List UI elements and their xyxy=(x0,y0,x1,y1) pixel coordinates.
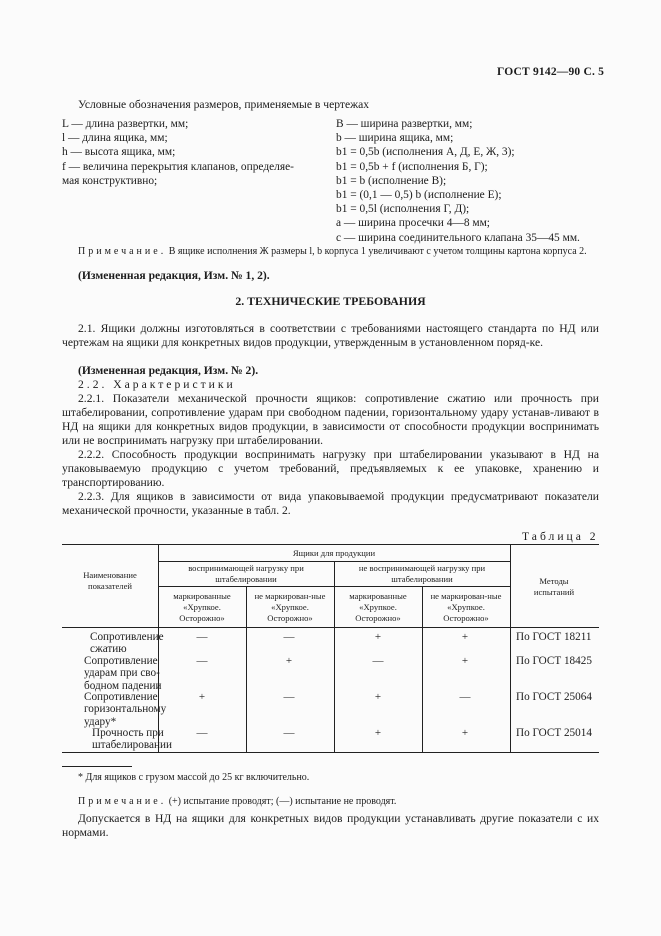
paragraph-2-2-2: 2.2.2. Способность продукции воспринимать нагрузку при штабелировании указывают в НД на упаковываемую продукцию с учетом требований, предъявляемых к ее упаковке, хранению и транспортированию. xyxy=(62,448,599,489)
table-rule xyxy=(422,586,423,752)
revision-note-1: (Измененная редакция, Изм. № 1, 2). xyxy=(78,269,270,282)
table-cell-value: — xyxy=(283,727,295,739)
paragraph-2-2-3: 2.2.3. Для ящиков в зависимости от вида упаковываемой продукции предусматривают показатели механической прочности, указанные в табл. 2. xyxy=(62,490,599,517)
note-label: Примечание. xyxy=(78,796,167,807)
table-cell-value: — xyxy=(196,727,208,739)
table-row-name: Сопротивление сжатию xyxy=(90,631,164,656)
table-header-bottom xyxy=(62,627,599,628)
definition-line: b1 = 0,5l (исполнения Г, Д); xyxy=(336,203,470,216)
table-cell-method: По ГОСТ 18211 xyxy=(516,631,592,643)
table-cell-value: + xyxy=(461,655,469,667)
column-header-methods: Методы испытаний xyxy=(533,576,575,597)
table-cell-value: + xyxy=(198,691,206,703)
table-row-name: Прочность при штабелировании xyxy=(92,727,172,752)
table-cell-value: + xyxy=(461,631,469,643)
definition-line: B — ширина развертки, мм; xyxy=(336,118,473,130)
definition-line: l — длина ящика, мм; xyxy=(62,132,168,145)
note-text: В ящике исполнения Ж размеры l, b корпуса 1 увеличивают с учетом толщины картона корпуса 2. xyxy=(166,246,587,257)
table-cell-value: — xyxy=(283,691,295,703)
subheader-accepting-load: воспринимающей нагрузку при штабелировании xyxy=(188,563,304,584)
table-cell-method: По ГОСТ 25064 xyxy=(516,691,592,703)
right-definitions xyxy=(336,117,580,245)
definition-line: b — ширина ящика, мм; xyxy=(336,132,454,145)
group-header: Ящики для продукции xyxy=(292,548,376,558)
final-paragraph: Допускается в НД на ящики для конкретных видов продукции устанавливать другие показатели с их нормами. xyxy=(62,812,599,839)
table-cell-value: + xyxy=(285,655,293,667)
note-label: Примечание. xyxy=(78,246,167,257)
table-row-name: Сопротивление горизонтальному удару* xyxy=(84,691,167,728)
table-cell-value: + xyxy=(461,727,469,739)
definition-line: b1 = 0,5b (исполнения А, Д, Е, Ж, 3); xyxy=(336,146,515,159)
paragraph-2-2-1: 2.2.1. Показатели механической прочности ящиков: сопротивление сжатию или прочность при штабелировании, сопротивление ударам при свободном падении, горизонтальному удару устанав-ливают в НД на ящики для конкретных видов продукции, в зависимости от способности продукции воспринимать или не воспринимать нагрузку при штабелировании. xyxy=(62,392,599,447)
column-header-unmarked: не маркирован-ные «Хрупкое. Осторожно» xyxy=(254,591,326,623)
note-1 xyxy=(62,246,599,259)
table-rule xyxy=(510,544,511,752)
table-cell-value: — xyxy=(196,655,208,667)
definition-line: c — ширина соединительного клапана 35—45 мм. xyxy=(336,231,580,244)
paragraph-2-1: 2.1. Ящики должны изготовляться в соответствии с требованиями настоящего стандарта по НД или чертежам на ящики для конкретных видов продукции, утвержденным в установленном поряд-ке. xyxy=(62,322,599,349)
table-cell-value: + xyxy=(374,727,382,739)
column-header-marked: маркированные «Хрупкое. Осторожно» xyxy=(349,591,407,623)
definition-line: b1 = b (исполнение В); xyxy=(336,174,447,187)
table-cell-value: — xyxy=(196,631,208,643)
section-title: 2. ТЕХНИЧЕСКИЕ ТРЕБОВАНИЯ xyxy=(235,294,426,308)
definition-line: мая конструктивно; xyxy=(62,174,158,187)
column-header-marked: маркированные «Хрупкое. Осторожно» xyxy=(173,591,231,623)
note-text: (+) испытание проводят; (—) испытание не проводят. xyxy=(166,796,397,807)
column-header-indicator: Наименование показателей xyxy=(83,570,137,591)
note-2 xyxy=(78,796,396,809)
footnote: * Для ящиков с грузом массой до 25 кг включительно. xyxy=(78,772,310,783)
table-row-name: Сопротивление ударам при сво- бодном падении xyxy=(84,655,162,692)
table-label: Таблица 2 xyxy=(522,530,599,543)
definition-line: L — длина развертки, мм; xyxy=(62,118,189,130)
definition-line: f — величина перекрытия клапанов, определяе- xyxy=(62,160,294,173)
definition-line: a — ширина просечки 4—8 мм; xyxy=(336,217,490,230)
table-rule xyxy=(334,561,335,752)
table-rule xyxy=(246,586,247,752)
paragraph-2-2: 2.2. Характеристики xyxy=(78,378,236,391)
revision-note-2: (Измененная редакция, Изм. № 2). xyxy=(78,364,259,377)
table-border-top xyxy=(62,544,599,545)
column-header-unmarked: не маркирован-ные «Хрупкое. Осторожно» xyxy=(430,591,502,623)
left-definitions xyxy=(62,117,294,188)
table-border-bottom xyxy=(62,752,599,753)
table-cell-value: — xyxy=(372,655,384,667)
footnote-rule xyxy=(62,766,132,767)
definition-line: h — высота ящика, мм; xyxy=(62,146,176,159)
legend-title: Условные обозначения размеров, применяемые в чертежах xyxy=(78,98,370,111)
table-cell-value: — xyxy=(283,631,295,643)
table-cell-value: — xyxy=(459,691,471,703)
definition-line: b1 = 0,5b + f (исполнения Б, Г); xyxy=(336,160,488,173)
table-cell-method: По ГОСТ 18425 xyxy=(516,655,592,667)
subheader-not-accepting-load: не воспринимающей нагрузку при штабелировании xyxy=(358,563,486,584)
table-cell-value: + xyxy=(374,691,382,703)
table-cell-value: + xyxy=(374,631,382,643)
table-cell-method: По ГОСТ 25014 xyxy=(516,727,592,739)
page-header: ГОСТ 9142—90 С. 5 xyxy=(497,66,605,78)
definition-line: b1 = (0,1 — 0,5) b (исполнение Е); xyxy=(336,189,502,202)
